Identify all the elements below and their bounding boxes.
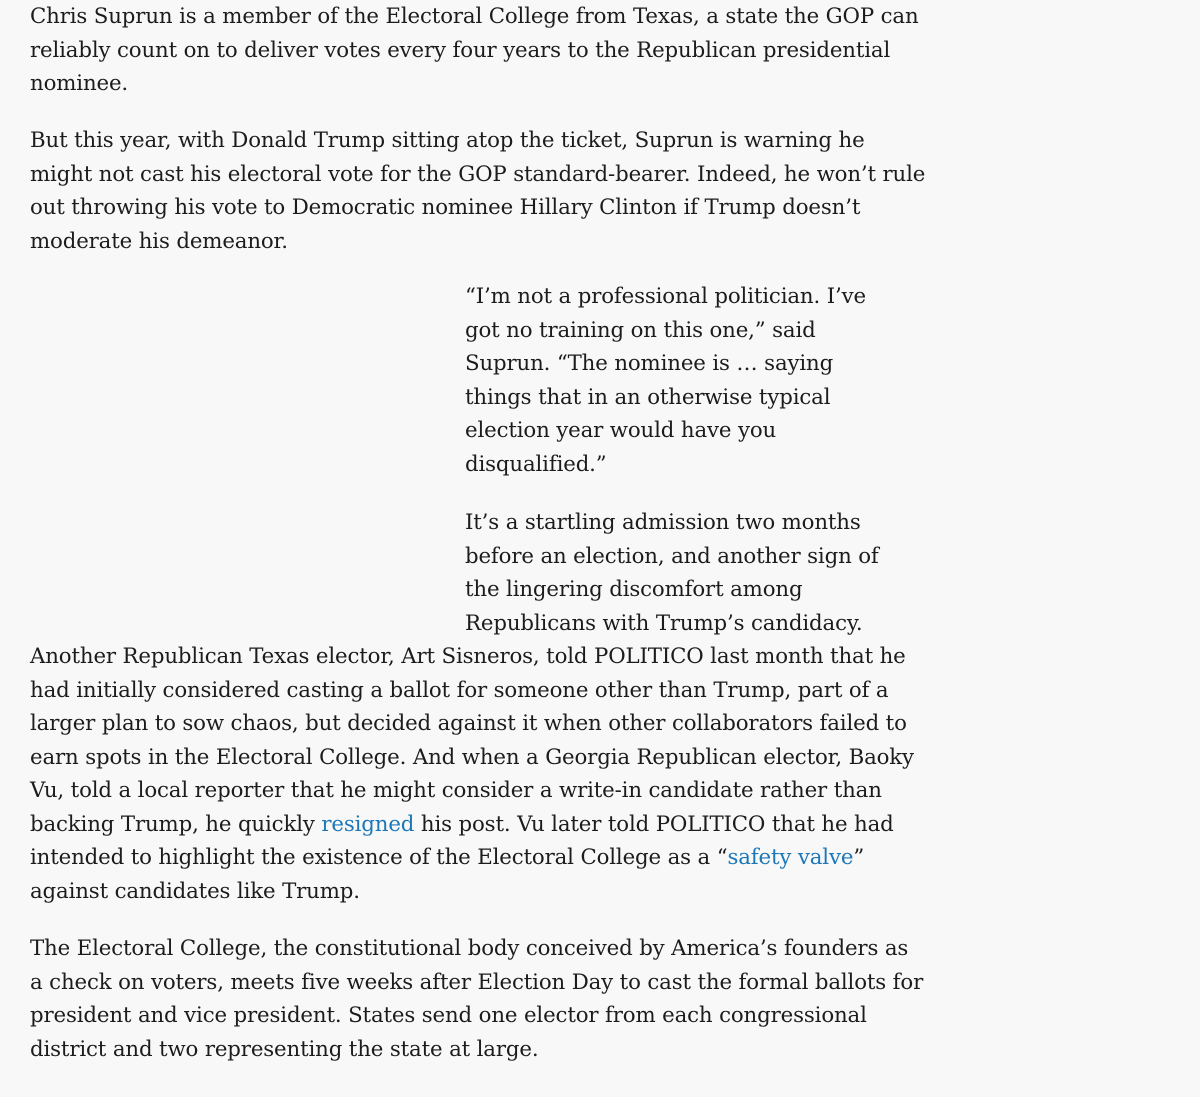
- text-line: But this year, with Donald Trump sitting atop the ticket, Suprun is warning he: [30, 128, 865, 153]
- text-line: district and two representing the state at large.: [30, 1036, 539, 1062]
- text-line: Vu, told a local reporter that he might consider a write-in candidate rather than: [30, 778, 882, 803]
- text-line: larger plan to sow chaos, but decided against it when other collaborators failed to: [30, 711, 907, 736]
- text-line: nominee.: [30, 71, 129, 96]
- resigned-link[interactable]: resigned: [321, 811, 415, 837]
- text-line: [30, 808, 894, 842]
- paragraph-electoral-college: [30, 932, 924, 1066]
- text-line: had initially considered casting a ballot for someone other than Trump, part of a: [30, 677, 889, 703]
- text-line: president and vice president. States send one elector from each congressional: [30, 1003, 867, 1028]
- paragraph-intro: [30, 0, 919, 101]
- text-line: Suprun. “The nominee is … saying: [465, 351, 834, 376]
- text-fragment: ”: [853, 845, 865, 870]
- paragraph-quote: [30, 280, 866, 481]
- text-fragment: intended to highlight the existence of the Electoral College as a “: [30, 845, 728, 870]
- text-line: against candidates like Trump.: [30, 878, 360, 904]
- text-line: reliably count on to deliver votes every four years to the Republican presidential: [30, 37, 891, 63]
- safety-valve-link[interactable]: safety valve: [727, 845, 854, 870]
- paragraph-trump-warning: [30, 124, 926, 258]
- text-line: the lingering discomfort among: [465, 577, 803, 602]
- text-line: got no training on this one,” said: [465, 317, 816, 343]
- text-fragment: his post. Vu later told POLITICO that he had: [414, 811, 894, 837]
- text-line: before an election, and another sign of: [465, 543, 879, 569]
- text-line: earn spots in the Electoral College. And when a Georgia Republican elector, Baoky: [30, 744, 914, 770]
- text-line: Another Republican Texas elector, Art Sisneros, told POLITICO last month that he: [30, 644, 906, 669]
- text-line: The Electoral College, the constitutional body conceived by America’s founders as: [30, 936, 909, 961]
- text-line: [30, 841, 865, 875]
- text-line: election year would have you: [465, 418, 777, 443]
- text-line: out throwing his vote to Democratic nominee Hillary Clinton if Trump doesn’t: [30, 195, 861, 220]
- text-line: moderate his demeanor.: [30, 228, 288, 254]
- text-fragment: backing Trump, he quickly: [30, 811, 322, 837]
- paragraph-other-electors: [30, 506, 914, 908]
- text-line: “I’m not a professional politician. I’ve: [465, 284, 866, 309]
- text-line: Republicans with Trump’s candidacy.: [465, 610, 863, 636]
- text-line: a check on voters, meets five weeks after Election Day to cast the formal ballots for: [30, 969, 924, 995]
- text-line: It’s a startling admission two months: [465, 510, 861, 535]
- text-line: disqualified.”: [465, 451, 607, 477]
- text-line: things that in an otherwise typical: [465, 384, 831, 410]
- text-line: might not cast his electoral vote for the GOP standard-bearer. Indeed, he won’t rule: [30, 161, 926, 187]
- text-line: Chris Suprun is a member of the Electoral College from Texas, a state the GOP can: [30, 4, 919, 29]
